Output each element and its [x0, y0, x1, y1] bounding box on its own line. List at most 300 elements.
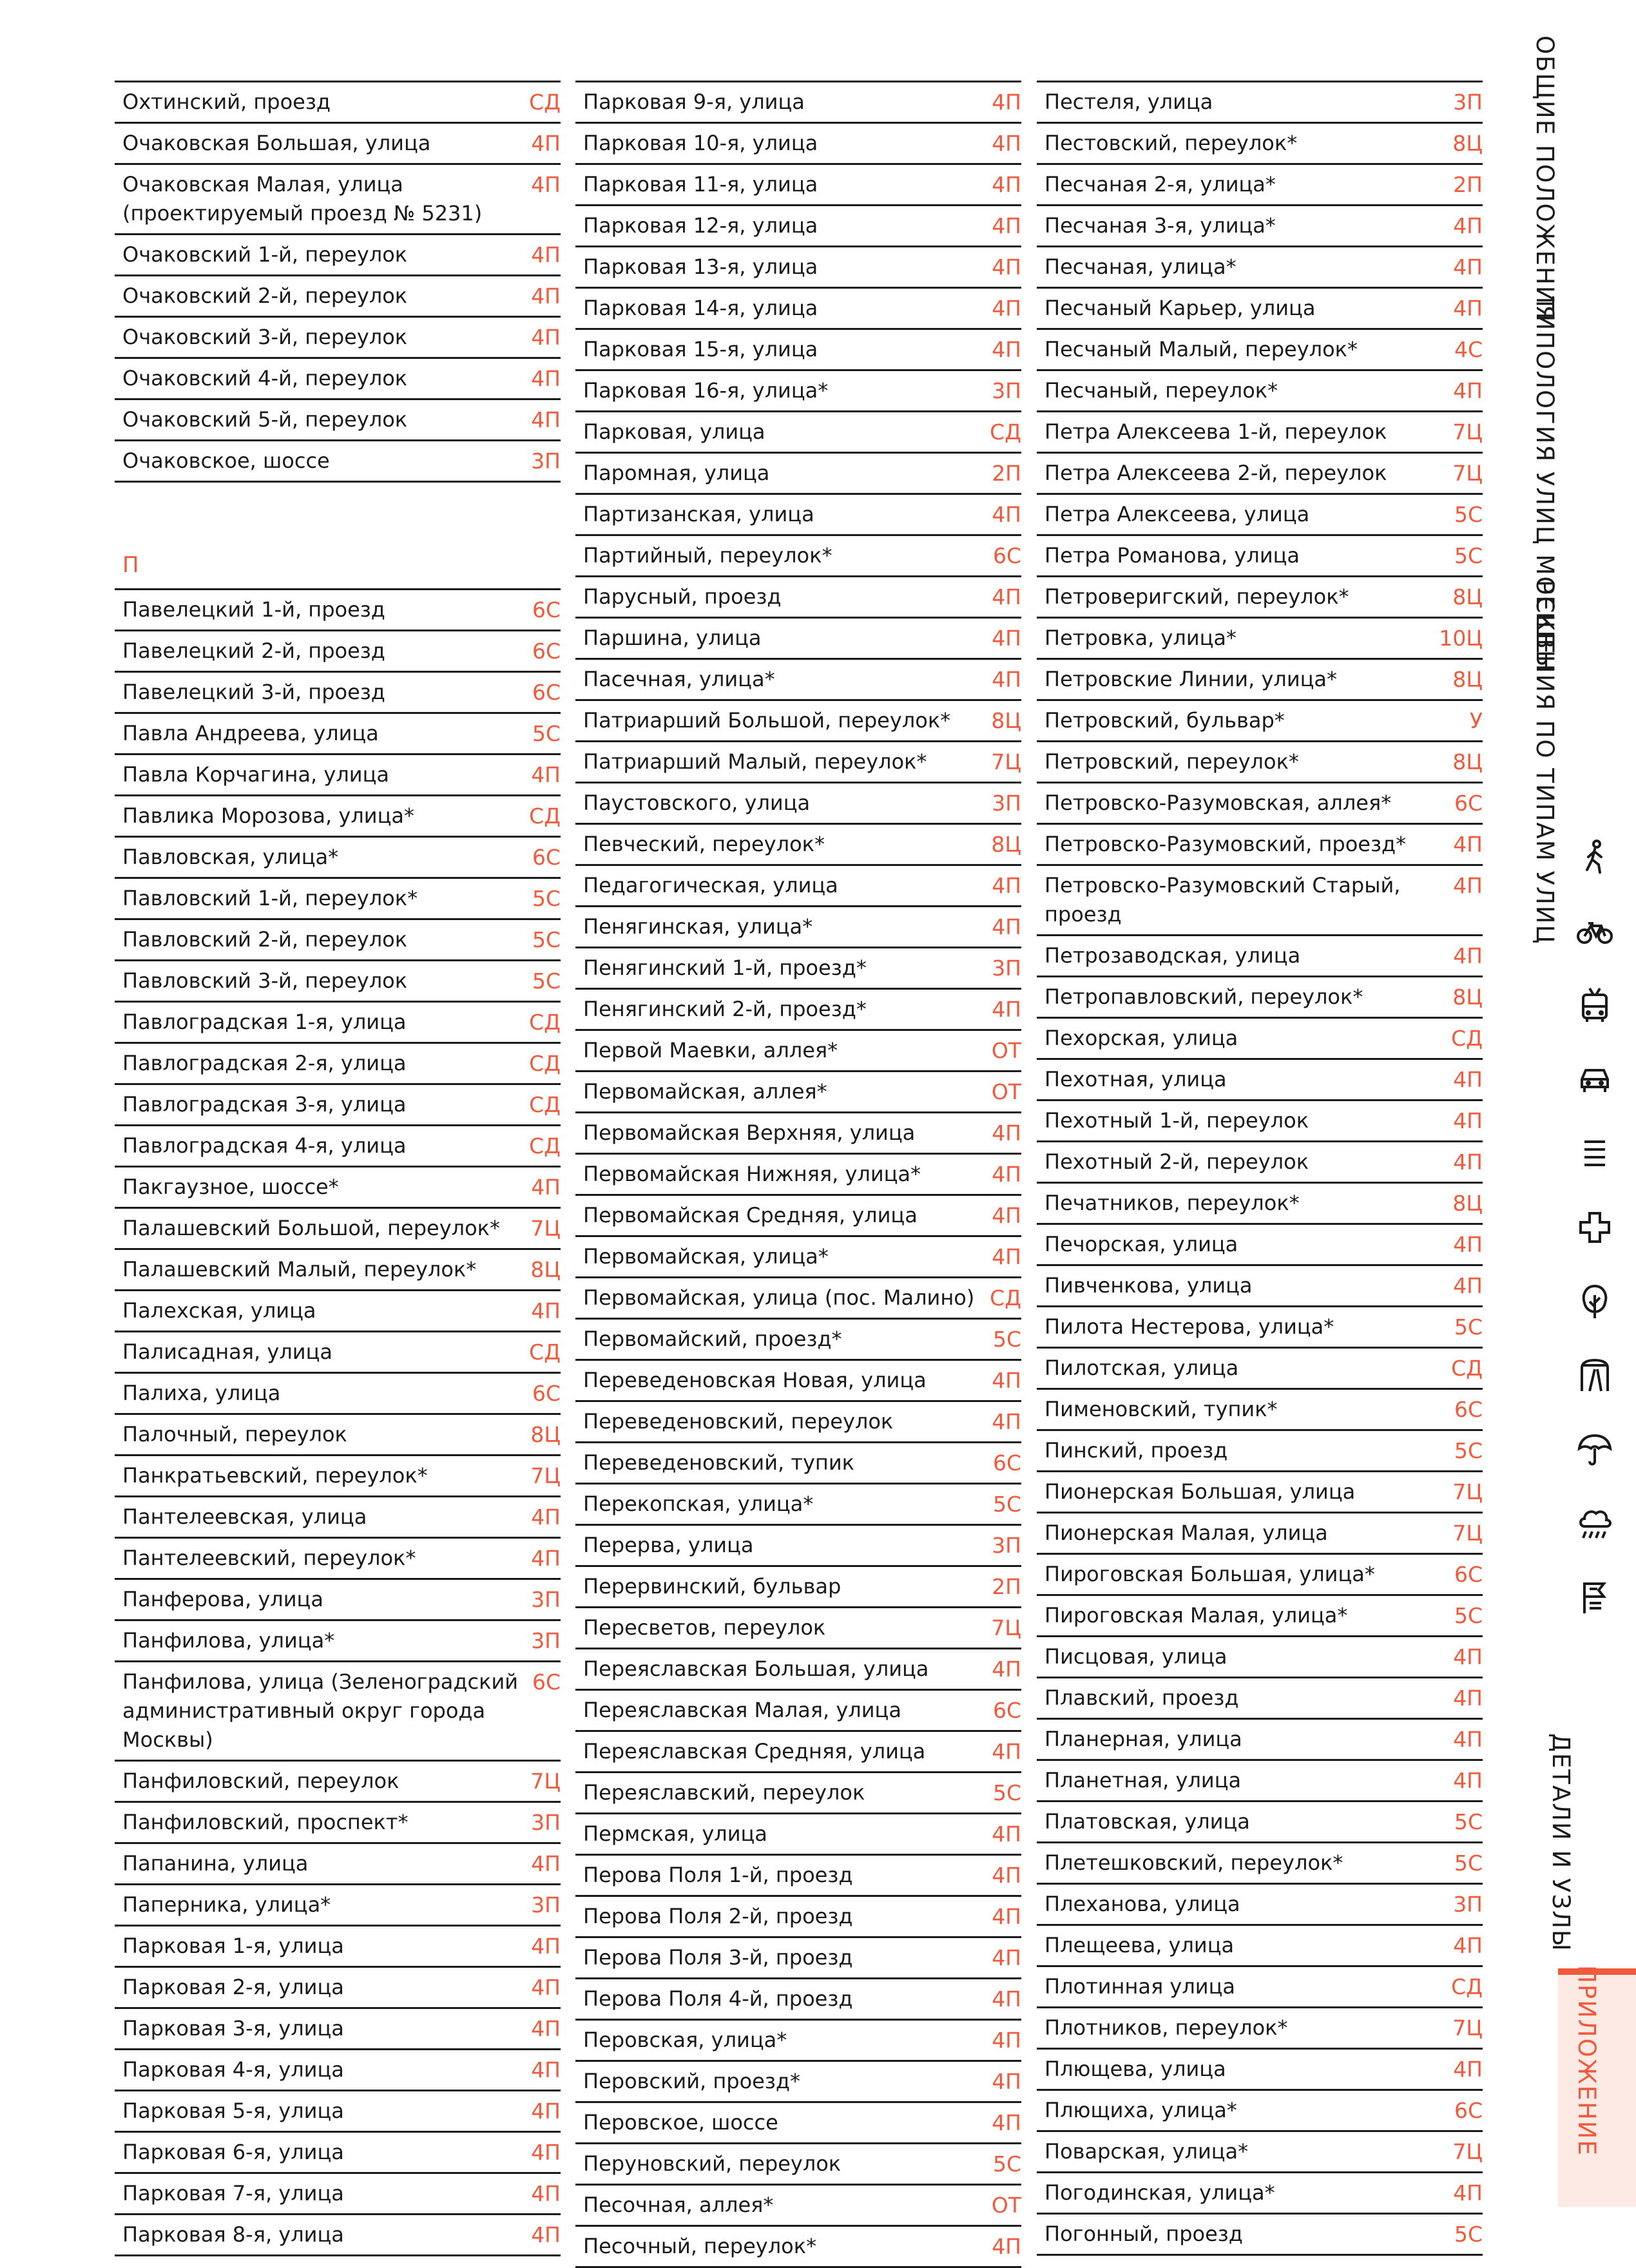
street-type-code: 4П [992, 90, 1021, 115]
street-type-code: 6С [532, 639, 561, 664]
street-name: Перова Поля 4-й, проезд [583, 1986, 853, 2011]
street-row [115, 918, 561, 959]
street-type-code: 6С [532, 845, 561, 870]
street-name: Пенягинский 1-й, проезд* [583, 956, 867, 980]
street-name: Первомайский, проезд* [583, 1327, 842, 1351]
street-row [1037, 575, 1483, 617]
street-row [1037, 1305, 1483, 1347]
street-row [575, 988, 1021, 1029]
section-spacer [115, 483, 561, 542]
street-name: Пенягинская, улица* [583, 914, 813, 939]
street-row [575, 1606, 1021, 1648]
street-type-code: 8Ц [1452, 584, 1483, 610]
street-row [575, 1400, 1021, 1441]
nav-general[interactable]: ОБЩИЕ ПОЛОЖЕНИЯ [1531, 35, 1559, 323]
street-type-code: 5С [532, 721, 561, 746]
street-name: Плющиха, улица* [1044, 2098, 1237, 2122]
street-type-code: 4П [1453, 1108, 1483, 1133]
street-type-code: 4П [992, 502, 1021, 527]
street-type-code: 4П [1453, 1727, 1483, 1752]
street-row [1037, 1058, 1483, 1099]
street-type-code: 3П [992, 378, 1021, 403]
street-name: Парковая 1-я, улица [122, 1934, 344, 1958]
street-type-code: 4П [531, 325, 561, 350]
street-name: Пантелеевская, улица [122, 1504, 367, 1529]
street-type-code: 4П [531, 2057, 561, 2082]
street-name: Писцовая, улица [1044, 1644, 1227, 1669]
street-type-code: 4П [1453, 1067, 1483, 1092]
street-name: Палочный, переулок [122, 1422, 347, 1446]
street-row [1037, 1594, 1483, 1635]
street-name: Павелецкий 1-й, проезд [122, 597, 385, 622]
street-row [1037, 2213, 1483, 2256]
street-name: Перова Поля 3-й, проезд [583, 1945, 853, 1970]
street-row [1037, 2171, 1483, 2213]
street-row [575, 905, 1021, 947]
street-type-code: 4П [992, 914, 1021, 939]
street-row [115, 671, 561, 712]
street-name: Первомайская, улица (пос. Малино) [583, 1285, 975, 1310]
street-name: Паршина, улица [583, 626, 762, 650]
street-type-code: 8Ц [1452, 667, 1483, 692]
street-name: Паромная, улица [583, 461, 770, 485]
street-name: Первомайская, улица* [583, 1244, 829, 1269]
street-name: Песчаная 3-я, улица* [1044, 213, 1276, 238]
nav-typology[interactable]: ТИПОЛОГИЯ УЛИЦ МОСКВЫ [1531, 296, 1559, 673]
street-name: Перова Поля 1-й, проезд [583, 1863, 853, 1887]
street-row [1037, 1388, 1483, 1429]
street-name: Перова Поля 2-й, проезд [583, 1904, 853, 1928]
trolleybus-icon[interactable] [1575, 986, 1614, 1024]
street-type-code: 7Ц [1452, 1479, 1483, 1504]
street-row [1037, 81, 1483, 122]
street-name: Пехотная, улица [1044, 1067, 1227, 1091]
street-name: Парковая 6-я, улица [122, 2140, 344, 2164]
street-row [575, 493, 1021, 534]
street-row [1037, 2006, 1483, 2048]
street-row [1037, 1140, 1483, 1182]
street-type-code: 4П [1453, 378, 1483, 403]
street-row [1037, 1512, 1483, 1553]
street-name: Петровский, переулок* [1044, 749, 1299, 774]
street-type-code: 8Ц [991, 708, 1021, 733]
street-type-code: 8Ц [1452, 985, 1483, 1010]
street-row [575, 1524, 1021, 1565]
street-type-code: 8Ц [530, 1422, 561, 1447]
street-row [575, 1070, 1021, 1111]
street-name: Партийный, переулок* [583, 543, 832, 568]
street-name: Погонный, проезд [1044, 2222, 1243, 2246]
street-type-code: 8Ц [530, 1257, 561, 1282]
car-icon[interactable] [1575, 1060, 1614, 1099]
street-type-code: 4П [1453, 2057, 1483, 2082]
street-type-code: 4П [992, 1986, 1021, 2012]
street-type-code: 3П [531, 1892, 561, 1917]
street-name: Плющева, улица [1044, 2057, 1226, 2081]
street-row [115, 877, 561, 918]
street-row [1037, 1800, 1483, 1841]
street-name: Пионерская Малая, улица [1044, 1521, 1328, 1545]
street-row [575, 1029, 1021, 1070]
flag-icon[interactable] [1575, 1579, 1614, 1617]
street-name: Плотников, переулок* [1044, 2015, 1288, 2040]
street-name: Очаковский 2-й, переулок [122, 284, 408, 308]
street-row [115, 398, 561, 439]
street-type-code: 4П [992, 2110, 1021, 2135]
street-row [575, 823, 1021, 864]
street-row [575, 81, 1021, 122]
street-row [115, 1495, 561, 1537]
street-type-code: 4П [531, 242, 561, 267]
street-type-code: 4П [1453, 1686, 1483, 1711]
street-name: Петроверигский, переулок* [1044, 584, 1349, 609]
street-type-code: СД [1451, 1026, 1483, 1051]
street-row [575, 122, 1021, 163]
street-type-code: 7Ц [991, 1615, 1021, 1640]
street-row [575, 1318, 1021, 1359]
street-row [115, 274, 561, 316]
street-type-code: 4П [531, 1851, 561, 1876]
street-list-o [115, 81, 561, 483]
street-row [115, 1042, 561, 1083]
street-type-code: 4П [992, 172, 1021, 197]
street-type-code: 4П [992, 997, 1021, 1022]
street-type-code: СД [529, 1340, 561, 1365]
street-row [1037, 534, 1483, 575]
street-row [1037, 1099, 1483, 1140]
street-type-code: СД [529, 1092, 561, 1117]
street-name: Палиха, улица [122, 1381, 281, 1405]
street-name: Планетная, улица [1044, 1768, 1242, 1792]
street-name: Певческий, переулок* [583, 832, 825, 856]
street-name: Патриарший Большой, переулок* [583, 708, 951, 733]
street-name: Павловский 1-й, переулок* [122, 886, 418, 910]
street-name: Петра Алексеева 2-й, переулок [1044, 461, 1387, 485]
street-type-code: 3П [1453, 1892, 1483, 1917]
street-type-code: 4П [992, 1945, 1021, 1970]
street-name: Первой Маевки, аллея* [583, 1038, 838, 1062]
street-row [575, 947, 1021, 988]
street-row [575, 1111, 1021, 1153]
street-type-code: СД [1451, 1974, 1483, 1999]
medical-cross-icon[interactable] [1575, 1208, 1614, 1247]
street-name: Парковая 14-я, улица [583, 296, 818, 320]
street-type-code: 4П [992, 213, 1021, 238]
street-row [1037, 1182, 1483, 1223]
street-name: Плотинная улица [1044, 1974, 1235, 1999]
street-type-code: 3П [992, 1533, 1021, 1558]
street-row [115, 1166, 561, 1207]
street-type-code: 4П [531, 2181, 561, 2206]
street-row [1037, 1883, 1483, 1924]
street-type-code: 5С [1454, 543, 1483, 568]
street-name: Пионерская Большая, улица [1044, 1479, 1356, 1504]
street-type-code: 4П [531, 762, 561, 787]
street-type-code: 8Ц [1452, 749, 1483, 774]
street-type-code: 6С [532, 1669, 561, 1695]
street-name: Петра Алексеева 1-й, переулок [1044, 419, 1387, 444]
street-row [115, 1619, 561, 1660]
street-type-code: 4П [1453, 943, 1483, 968]
street-name: Очаковская Малая, улица (проектируемый проезд № 5231) [122, 172, 483, 226]
street-type-code: 7Ц [1452, 2015, 1483, 2041]
street-row [115, 588, 561, 629]
street-type-code: 4П [1453, 1232, 1483, 1257]
street-type-code: 8Ц [991, 832, 1021, 857]
street-name: Перовская, улица* [583, 2028, 787, 2052]
street-type-code: 4П [531, 366, 561, 391]
street-row [1037, 1677, 1483, 1718]
street-row [115, 1760, 561, 1801]
tunnel-icon[interactable] [1575, 1356, 1614, 1395]
street-row [1037, 452, 1483, 493]
street-name: Платовская, улица [1044, 1809, 1250, 1834]
street-row [1037, 1017, 1483, 1058]
umbrella-icon[interactable] [1575, 1430, 1614, 1469]
street-type-code: 4П [992, 1120, 1021, 1146]
street-name: Переведеновский, переулок [583, 1409, 894, 1434]
street-row [575, 740, 1021, 782]
street-row [115, 1124, 561, 1166]
street-name: Переяславская Большая, улица [583, 1657, 929, 1681]
street-row [1037, 1223, 1483, 1264]
street-name: Перуновский, переулок [583, 2151, 842, 2176]
street-row [575, 2184, 1021, 2225]
street-type-code: 3П [531, 1628, 561, 1653]
street-row [575, 1153, 1021, 1194]
street-row [575, 2060, 1021, 2101]
street-row [115, 836, 561, 877]
street-type-code: 7Ц [1452, 419, 1483, 445]
street-name: Переяславская Средняя, улица [583, 1739, 926, 1763]
street-name: Переяславская Малая, улица [583, 1698, 901, 1722]
street-type-code: 4П [1453, 1273, 1483, 1298]
street-name: Палашевский Большой, переулок* [122, 1216, 500, 1240]
street-row [115, 1413, 561, 1454]
street-type-code: 4П [1453, 1149, 1483, 1175]
street-row [115, 1207, 561, 1248]
street-type-code: 3П [1453, 90, 1483, 115]
street-type-code: У [1469, 708, 1483, 733]
street-name: Папанина, улица [122, 1851, 309, 1876]
street-name: Парковая 4-я, улица [122, 2057, 344, 2082]
street-type-code: СД [990, 1285, 1021, 1311]
street-row [1037, 2048, 1483, 2089]
street-row [1037, 1965, 1483, 2006]
street-row [1037, 1635, 1483, 1677]
street-row [115, 2007, 561, 2048]
street-name: Песчаная, улица* [1044, 255, 1237, 279]
rain-cloud-icon[interactable] [1575, 1504, 1614, 1543]
street-name: Павлоградская 3-я, улица [122, 1092, 407, 1117]
street-type-code: СД [1451, 1356, 1483, 1381]
street-list [575, 81, 1021, 2268]
street-name: Парковая 10-я, улица [583, 131, 818, 155]
street-name: Очаковское, шоссе [122, 448, 330, 473]
street-name: Погодинская, улица* [1044, 2180, 1275, 2205]
street-type-code: 5С [1454, 1809, 1483, 1834]
street-name: Пироговская Большая, улица* [1044, 1562, 1375, 1586]
street-type-code: 4П [992, 2028, 1021, 2053]
street-type-code: 7Ц [530, 1216, 561, 1241]
nav-details[interactable]: ДЕТАЛИ И УЗЛЫ [1547, 1733, 1575, 1952]
street-name: Павлоградская 4-я, улица [122, 1133, 407, 1158]
street-row [575, 2101, 1021, 2142]
street-row [1037, 864, 1483, 934]
street-row [115, 1289, 561, 1331]
street-type-code: 2П [992, 1574, 1021, 1599]
street-row [115, 2048, 561, 2090]
street-name: Плещеева, улица [1044, 1933, 1235, 1957]
street-name: Парковая 7-я, улица [122, 2181, 344, 2206]
street-type-code: 4П [992, 667, 1021, 692]
street-row [1037, 1553, 1483, 1594]
street-row [575, 410, 1021, 452]
street-row [1037, 617, 1483, 658]
street-row [1037, 287, 1483, 328]
street-type-code: 4П [992, 337, 1021, 362]
street-row [115, 233, 561, 274]
street-name: Пантелеевский, переулок* [122, 1546, 416, 1570]
street-name: Павлоградская 2-я, улица [122, 1051, 407, 1075]
street-type-code: СД [529, 1133, 561, 1158]
street-row [115, 1883, 561, 1925]
street-row [1037, 1264, 1483, 1305]
street-name: Парковая 13-я, улица [583, 255, 818, 279]
street-row [575, 369, 1021, 410]
pedestrian-icon[interactable] [1575, 838, 1614, 876]
street-name: Петровские Линии, улица* [1044, 667, 1338, 691]
street-row [1037, 699, 1483, 740]
street-type-code: 5С [992, 1780, 1021, 1805]
street-name: Паустовского, улица [583, 791, 811, 815]
street-name: Парковая 2-я, улица [122, 1975, 344, 1999]
street-name: Парковая 3-я, улица [122, 2016, 344, 2041]
street-name: Пилота Нестерова, улица* [1044, 1314, 1334, 1339]
parking-lines-icon[interactable] [1575, 1134, 1614, 1173]
street-name: Пехорская, улица [1044, 1026, 1238, 1050]
street-row [575, 1689, 1021, 1730]
street-name: Переведеновская Новая, улица [583, 1368, 927, 1392]
street-row [115, 1578, 561, 1619]
street-name: Петра Романова, улица [1044, 543, 1300, 568]
street-type-code: 4П [531, 2099, 561, 2124]
street-row [1037, 1924, 1483, 1965]
street-type-code: 4П [531, 1546, 561, 1571]
street-type-code: 5С [992, 1327, 1021, 1352]
street-type-code: 6С [532, 597, 561, 622]
street-type-code: 4П [531, 1975, 561, 2000]
street-name: Палашевский Малый, переулок* [122, 1257, 477, 1282]
street-name: Парковая, улица [583, 419, 765, 444]
street-name: Павлика Морозова, улица* [122, 803, 414, 828]
street-name: Песчаный Малый, переулок* [1044, 337, 1358, 361]
street-type-code: 5С [1454, 1314, 1483, 1340]
street-name: Переведеновский, тупик [583, 1450, 854, 1475]
street-type-code: 4П [992, 1904, 1021, 1929]
street-type-code: 4П [1453, 1933, 1483, 1958]
street-type-code: 4П [531, 2140, 561, 2165]
street-row [575, 658, 1021, 699]
street-name: Первомайская Нижняя, улица* [583, 1162, 921, 1186]
street-row [1037, 122, 1483, 163]
street-type-code: 4П [992, 873, 1021, 898]
street-name: Парковая 15-я, улица [583, 337, 818, 361]
street-type-code: 5С [532, 927, 561, 952]
street-row [115, 163, 561, 233]
street-type-code: 3П [531, 448, 561, 474]
street-name: Павловская, улица* [122, 845, 339, 869]
street-name: Охтинский, проезд [122, 90, 331, 114]
street-row [575, 1812, 1021, 1854]
street-name: Пенягинский 2-й, проезд* [583, 997, 867, 1021]
street-row [115, 794, 561, 836]
street-name: Петровско-Разумовский, проезд* [1044, 832, 1407, 856]
street-type-code: 6С [532, 1381, 561, 1406]
street-type-code: 5С [532, 886, 561, 911]
street-row [575, 782, 1021, 823]
street-name: Пестовский, переулок* [1044, 131, 1298, 155]
street-type-code: 4П [1453, 296, 1483, 321]
street-type-code: 10Ц [1439, 626, 1483, 651]
street-type-code: 7Ц [530, 1463, 561, 1488]
street-name: Парковая 8-я, улица [122, 2222, 344, 2247]
street-type-code: СД [529, 1010, 561, 1035]
street-row [1037, 1841, 1483, 1883]
street-name: Пехотный 1-й, переулок [1044, 1108, 1309, 1133]
street-row [1037, 1759, 1483, 1800]
street-type-code: 4П [531, 1298, 561, 1323]
street-type-code: 5С [1454, 1438, 1483, 1463]
street-type-code: 4П [992, 131, 1021, 156]
street-name: Пересветов, переулок [583, 1615, 826, 1640]
street-type-code: 4П [992, 1863, 1021, 1888]
street-type-code: 5С [992, 1492, 1021, 1517]
street-type-code: 4П [1453, 1768, 1483, 1793]
street-type-code: 6С [1454, 1397, 1483, 1422]
street-name: Пивченкова, улица [1044, 1273, 1253, 1298]
street-row [1037, 204, 1483, 245]
street-row [575, 534, 1021, 575]
street-list [1037, 81, 1483, 2256]
street-name: Панкратьевский, переулок* [122, 1463, 428, 1488]
street-name: Очаковский 1-й, переулок [122, 242, 408, 267]
nav-appendix[interactable]: ПРИЛОЖЕНИЕ [1573, 1965, 1601, 2157]
street-type-code: 7Ц [1452, 461, 1483, 486]
nav-solutions[interactable]: РЕШЕНИЯ ПО ТИПАМ УЛИЦ [1531, 580, 1559, 945]
street-type-code: 4П [531, 131, 561, 156]
bicycle-icon[interactable] [1575, 912, 1614, 950]
street-name: Плетешковский, переулок* [1044, 1850, 1343, 1875]
street-row [1037, 2089, 1483, 2130]
street-type-code: 4П [992, 2069, 1021, 2094]
street-name: Пасечная, улица* [583, 667, 775, 691]
street-row [115, 1001, 561, 1042]
street-name: Переяславский, переулок [583, 1780, 865, 1805]
street-row [1037, 410, 1483, 452]
street-name: Печатников, переулок* [1044, 1191, 1300, 1215]
street-type-code: 5С [1454, 2222, 1483, 2247]
tree-icon[interactable] [1575, 1282, 1614, 1321]
street-row [575, 1977, 1021, 2019]
street-type-code: 4П [992, 1203, 1021, 1228]
street-row [115, 2090, 561, 2131]
street-row [575, 1936, 1021, 1977]
street-type-code: 5С [1454, 502, 1483, 527]
street-type-code: ОТ [991, 2193, 1021, 2218]
street-type-code: 4П [531, 1504, 561, 1530]
street-name: Парусный, проезд [583, 584, 782, 609]
